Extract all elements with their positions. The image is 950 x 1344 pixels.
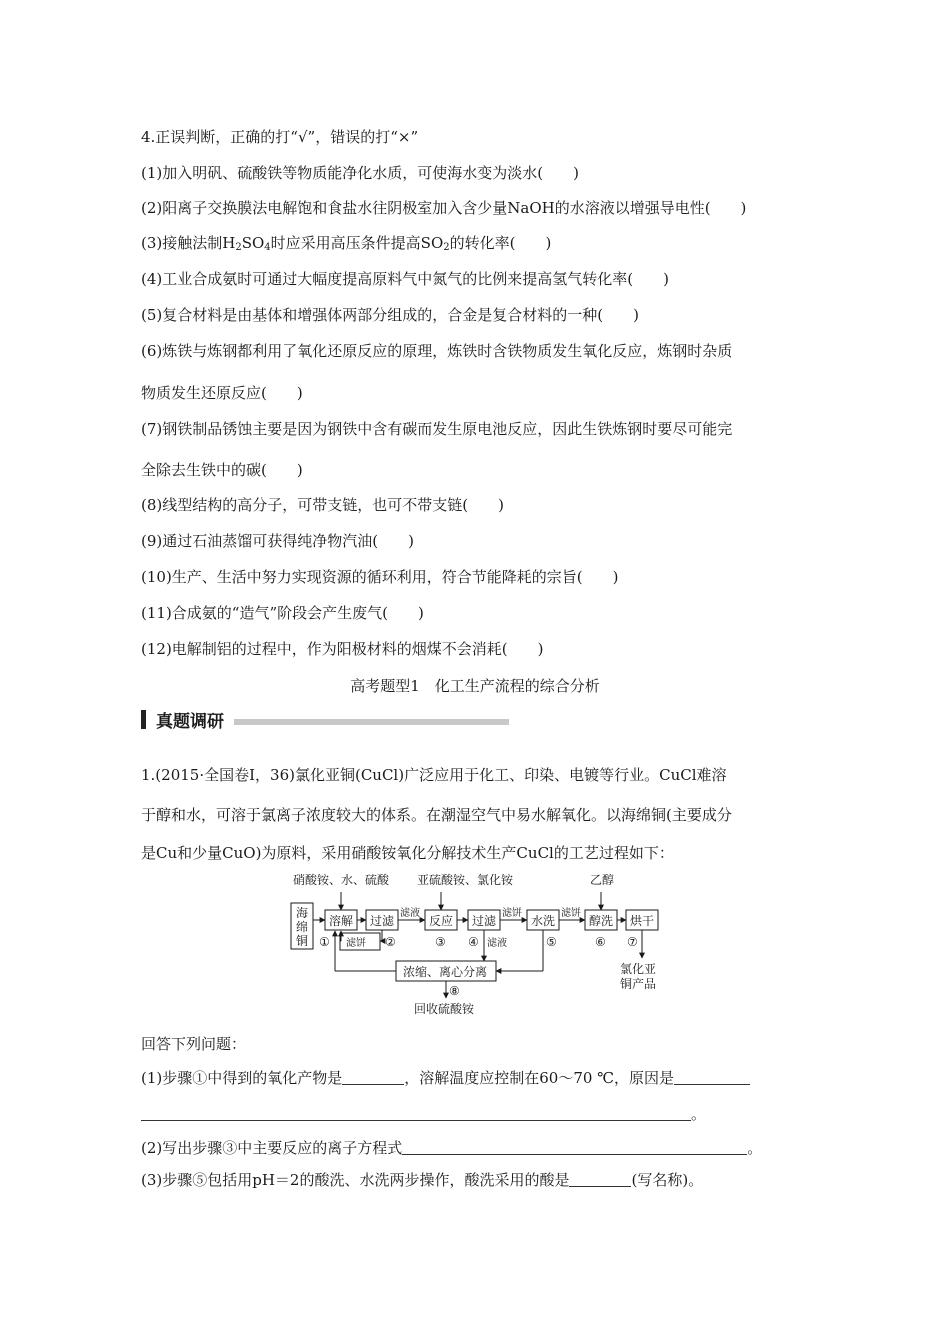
question-4-title: 4.正误判断，正确的打“√”，错误的打“×” [141, 128, 419, 146]
judgement-item-9: (9)通过石油蒸馏可获得纯净物汽油( ) [141, 532, 414, 550]
section-underline [234, 719, 509, 725]
raw-material-char-1: 海 [296, 906, 309, 920]
input-label-1: 硝酸铵、水、硫酸 [293, 873, 390, 887]
section-heading: 高考题型1 化工生产流程的综合分析 [350, 677, 600, 695]
judgement-item-11: (11)合成氨的“造气”阶段会产生废气( ) [141, 604, 424, 622]
product-label-line2: 铜产品 [620, 977, 657, 991]
subquestion-2: (2)写出步骤③中主要反应的离子方程式 。 [141, 1139, 763, 1157]
step-filter-1-label: 过滤 [370, 914, 395, 928]
judgement-item-5: (5)复合材料是由基体和增强体两部分组成的，合金是复合材料的一种( ) [141, 306, 639, 324]
step-number-4: ④ [468, 935, 479, 949]
judgement-item-12: (12)电解制铝的过程中，作为阳极材料的烟煤不会消耗( ) [141, 640, 544, 658]
judgement-item-7-line2: 全除去生铁中的碳( ) [141, 461, 303, 479]
cake-label-3: 滤饼 [561, 908, 581, 919]
step-number-5: ⑤ [546, 935, 557, 949]
judgement-item-2: (2)阳离子交换膜法电解饱和食盐水往阴极室加入含少量NaOH的水溶液以增强导电性( ) [141, 199, 747, 217]
step-dissolve-label: 溶解 [329, 914, 354, 928]
answer-blank-3[interactable] [141, 1104, 691, 1121]
filtrate-label-2: 滤液 [487, 938, 507, 949]
answer-blank-5[interactable] [569, 1170, 631, 1187]
judgement-item-10: (10)生产、生活中努力实现资源的循环利用，符合节能降耗的宗旨( ) [141, 568, 619, 586]
step-filter-2-label: 过滤 [472, 914, 497, 928]
step-number-2: ② [385, 935, 396, 949]
step-water-wash-label: 水洗 [531, 914, 556, 928]
step-alcohol-wash-label: 醇洗 [589, 914, 614, 928]
cake-label-1: 滤饼 [346, 938, 366, 949]
filtrate-label-1: 滤液 [400, 908, 420, 919]
step-number-1: ① [319, 935, 330, 949]
step-number-3: ③ [435, 935, 446, 949]
problem-line-2: 于醇和水，可溶于氯离子浓度较大的体系。在潮湿空气中易水解氧化。以海绵铜(主要成分 [141, 806, 732, 824]
problem-line-1: 1.(2015·全国卷Ⅰ，36)氯化亚铜(CuCl)广泛应用于化工、印染、电镀等行业。CuCl难溶 [141, 766, 727, 784]
step-number-6: ⑥ [595, 935, 606, 949]
section-bar-marker [141, 710, 146, 729]
step-react-label: 反应 [429, 914, 454, 928]
input-label-3: 乙醇 [590, 873, 615, 887]
answer-blank-4[interactable] [402, 1138, 747, 1155]
judgement-item-6-line2: 物质发生还原反应( ) [141, 384, 303, 402]
answer-intro: 回答下列问题： [141, 1035, 247, 1053]
judgement-item-1: (1)加入明矾、硫酸铁等物质能净化水质，可使海水变为淡水( ) [141, 164, 579, 182]
section-banner [141, 709, 509, 732]
input-label-2: 亚硫酸铵、氯化铵 [417, 873, 514, 887]
problem-line-3: 是Cu和少量CuO)为原料，采用硝酸铵氧化分解技术生产CuCl的工艺过程如下： [141, 844, 674, 862]
cake-label-2: 滤饼 [502, 908, 522, 919]
subquestion-3: (3)步骤⑤包括用pH＝2的酸洗、水洗两步操作，酸洗采用的酸是 (写名称)。 [141, 1171, 704, 1189]
step-dry-label: 烘干 [630, 914, 655, 928]
step-number-8: ⑧ [449, 984, 460, 998]
judgement-item-8: (8)线型结构的高分子，可带支链，也可不带支链( ) [141, 496, 504, 514]
step-number-7: ⑦ [627, 935, 638, 949]
product-label-line1: 氯化亚 [620, 962, 657, 976]
section-title: 真题调研 [156, 711, 224, 732]
raw-material-char-3: 铜 [296, 934, 309, 948]
raw-material-char-2: 绵 [296, 920, 309, 934]
concentrate-label: 浓缩、离心分离 [403, 965, 488, 979]
process-flow-diagram [287, 870, 667, 1020]
answer-blank-1[interactable] [342, 1068, 404, 1085]
answer-blank-2[interactable] [674, 1068, 750, 1085]
recover-label: 回收硫酸铵 [414, 1002, 475, 1016]
judgement-item-6-line1: (6)炼铁与炼钢都利用了氧化还原反应的原理，炼铁时含铁物质发生氧化反应，炼钢时杂质 [141, 342, 733, 360]
judgement-item-7-line1: (7)钢铁制品锈蚀主要是因为钢铁中含有碳而发生原电池反应，因此生铁炼钢时要尽可能完 [141, 420, 733, 438]
subquestion-1-line1: (1)步骤①中得到的氧化产物是 ，溶解温度应控制在60～70 ℃，原因是 [141, 1068, 750, 1088]
subquestion-1-line2: 。 [141, 1104, 706, 1124]
judgement-item-3: (3)接触法制$H_2SO_4$时应采用高压条件提高$SO_2$的转化率( ) [141, 234, 552, 253]
judgement-item-4: (4)工业合成氨时可通过大幅度提高原料气中氮气的比例来提高氢气转化率( ) [141, 270, 669, 288]
